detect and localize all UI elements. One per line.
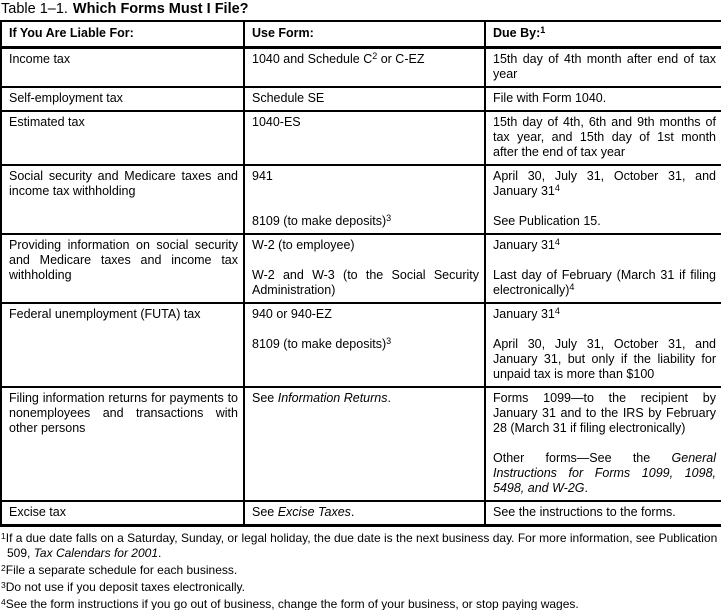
cell-paragraph (252, 52, 479, 67)
text-segment: Tax Calendars for 2001 (33, 546, 159, 560)
forms-table-head (1, 21, 721, 48)
footnote-3 (1, 580, 721, 595)
table-number: Table 1–1. (1, 1, 68, 17)
table-row (1, 387, 721, 501)
text-segment: See the instructions to the forms. (493, 505, 676, 519)
cell-paragraph (493, 52, 716, 82)
footnote-reference: 4 (569, 282, 575, 292)
footnote-reference: 1 (540, 25, 546, 35)
cell-paragraph (9, 505, 238, 520)
cell-paragraph (493, 451, 716, 496)
cell-form (244, 303, 485, 387)
cell-paragraph (252, 91, 479, 106)
text-segment: April 30, July 31, October 31, and January 31 (493, 169, 716, 198)
text-segment: Due By: (493, 26, 541, 40)
cell-paragraph (493, 391, 716, 436)
text-segment: Excise Taxes (277, 505, 351, 519)
text-segment: Excise tax (9, 505, 66, 519)
footnote-marker: 3 (1, 580, 6, 590)
cell-due (485, 165, 721, 234)
cell-paragraph (493, 505, 716, 520)
text-segment: Forms 1099—to the recipient by January 31 and to the IRS by February 28 (March 31 if filing electronically) (493, 391, 716, 435)
cell-paragraph (252, 238, 479, 253)
cell-paragraph (493, 268, 716, 298)
footnote-reference: 2 (372, 51, 378, 61)
table-header-row (1, 21, 721, 48)
text-segment: Providing information on social security and Medicare taxes and income tax withholding (9, 238, 238, 282)
table-row (1, 111, 721, 165)
cell-liable (1, 165, 244, 234)
text-segment: . (387, 391, 391, 405)
text-segment: 15th day of 4th month after end of tax year (493, 52, 716, 81)
text-segment: File with Form 1040. (493, 91, 607, 105)
text-segment: W-2 (to employee) (252, 238, 355, 252)
footnote-reference: 3 (386, 336, 392, 346)
text-segment: 15th day of 4th, 6th and 9th months of tax year, and 15th day of 1st month after the end of tax year (493, 115, 716, 159)
column-header-liable (1, 21, 244, 48)
cell-liable (1, 48, 244, 88)
footnote-1 (1, 531, 721, 561)
footnote-marker: 1 (1, 531, 6, 541)
forms-table-body (1, 48, 721, 526)
cell-paragraph (493, 337, 716, 382)
text-segment: Other forms—See the (493, 451, 672, 465)
table-row (1, 234, 721, 303)
cell-form (244, 48, 485, 88)
text-segment: . (350, 505, 355, 519)
footnote-marker: 4 (1, 597, 6, 607)
table-row (1, 501, 721, 526)
text-segment: See Publication 15. (493, 214, 601, 228)
cell-paragraph (252, 505, 479, 520)
text-segment: 1040-ES (252, 115, 301, 129)
text-segment: Information Returns (277, 391, 388, 405)
cell-form (244, 87, 485, 111)
cell-liable (1, 234, 244, 303)
text-segment: 940 or 940-EZ (252, 307, 332, 321)
cell-due (485, 87, 721, 111)
cell-paragraph (493, 214, 716, 229)
text-segment: . (584, 481, 588, 495)
table-row (1, 165, 721, 234)
text-segment: General Instructions for Forms 1099, 1098, 5498, and W-2G (493, 451, 716, 495)
footnote-2 (1, 563, 721, 578)
footnote-marker: 2 (1, 563, 6, 573)
cell-liable (1, 387, 244, 501)
text-segment: If You Are Liable For: (9, 26, 134, 40)
cell-form (244, 234, 485, 303)
footnotes (0, 531, 721, 610)
table-title (0, 0, 721, 20)
text-segment: File a separate schedule for each business. (5, 563, 238, 577)
cell-paragraph (493, 169, 716, 199)
cell-form (244, 387, 485, 501)
cell-due (485, 48, 721, 88)
text-segment: Do not use if you deposit taxes electronically. (5, 580, 245, 594)
text-segment: Use Form: (252, 26, 314, 40)
text-segment: Filing information returns for payments to nonemployees and transactions with other persons (9, 391, 238, 435)
cell-form (244, 111, 485, 165)
cell-due (485, 111, 721, 165)
text-segment: W-2 and W-3 (to the Social Security Administration) (252, 268, 479, 297)
cell-liable (1, 111, 244, 165)
footnote-reference: 4 (554, 306, 560, 316)
cell-paragraph (252, 268, 479, 298)
cell-paragraph (9, 391, 238, 436)
text-segment: See (252, 391, 278, 405)
cell-due (485, 303, 721, 387)
table-row (1, 87, 721, 111)
text-segment: Estimated tax (9, 115, 85, 129)
text-segment: If a due date falls on a Saturday, Sunday, or legal holiday, the due date is the next business day. For more information, see Publication 509, (5, 531, 718, 560)
cell-due (485, 234, 721, 303)
text-segment: Social security and Medicare taxes and income tax withholding (9, 169, 238, 198)
forms-table (0, 20, 721, 527)
cell-paragraph (252, 214, 479, 229)
text-segment: See (252, 505, 278, 519)
cell-paragraph (9, 238, 238, 283)
cell-paragraph (9, 52, 238, 67)
text-segment: Self-employment tax (9, 91, 123, 105)
column-header-form (244, 21, 485, 48)
text-segment: See the form instructions if you go out of business, change the form of your business, or stop paying wages. (5, 597, 579, 610)
cell-due (485, 387, 721, 501)
footnote-reference: 4 (554, 183, 560, 193)
cell-liable (1, 501, 244, 526)
cell-paragraph (252, 391, 479, 406)
text-segment: . (158, 546, 162, 560)
cell-paragraph (493, 307, 716, 322)
text-segment: 941 (252, 169, 273, 183)
cell-due (485, 501, 721, 526)
cell-paragraph (9, 169, 238, 199)
text-segment: Federal unemployment (FUTA) tax (9, 307, 201, 321)
text-segment: Income tax (9, 52, 71, 66)
cell-form (244, 501, 485, 526)
text-segment: April 30, July 31, October 31, and January 31, but only if the liability for unpaid tax is more than $100 (493, 337, 716, 381)
cell-liable (1, 303, 244, 387)
text-segment: January 31 (493, 307, 555, 321)
cell-paragraph (252, 169, 479, 184)
cell-paragraph (252, 115, 479, 130)
column-header-due (485, 21, 721, 48)
table-row (1, 48, 721, 88)
cell-paragraph (493, 115, 716, 160)
cell-form (244, 165, 485, 234)
cell-paragraph (252, 337, 479, 352)
text-segment: 8109 (to make deposits) (252, 214, 387, 228)
cell-paragraph (9, 91, 238, 106)
cell-paragraph (493, 91, 716, 106)
text-segment: 8109 (to make deposits) (252, 337, 387, 351)
cell-liable (1, 87, 244, 111)
table-row (1, 303, 721, 387)
cell-paragraph (252, 307, 479, 322)
text-segment: 1040 and Schedule C (252, 52, 373, 66)
cell-paragraph (493, 238, 716, 253)
footnote-4 (1, 597, 721, 610)
table-title-text: Which Forms Must I File? (72, 1, 249, 17)
text-segment: or C-EZ (377, 52, 425, 66)
footnote-reference: 3 (386, 213, 392, 223)
footnote-reference: 4 (554, 237, 560, 247)
cell-paragraph (9, 115, 238, 130)
text-segment: Last day of February (March 31 if filing electronically) (493, 268, 716, 297)
text-segment: Schedule SE (252, 91, 325, 105)
text-segment: January 31 (493, 238, 555, 252)
cell-paragraph (9, 307, 238, 322)
